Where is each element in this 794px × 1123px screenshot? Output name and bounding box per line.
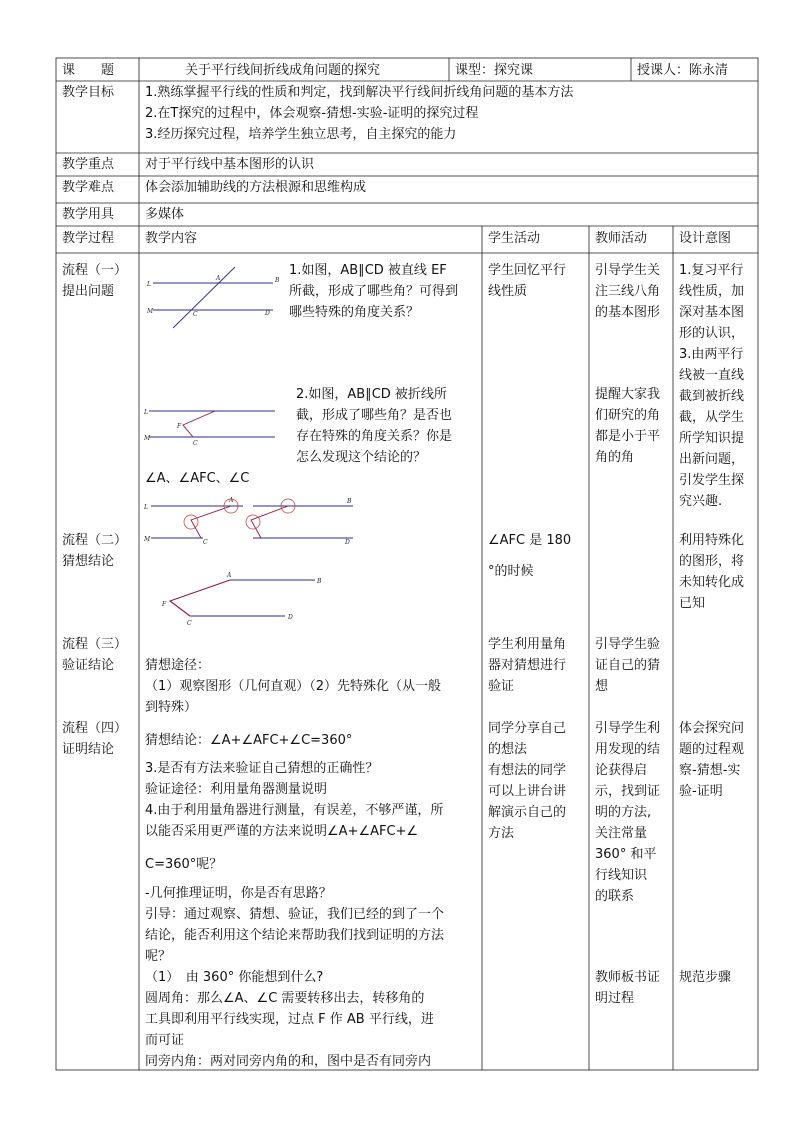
question-1: 哪些特殊的角度关系？ bbox=[289, 305, 420, 320]
teacher-activity: 论获得启 bbox=[595, 763, 648, 778]
label-a: A bbox=[216, 275, 221, 282]
design-intent: 深对基本图 bbox=[679, 305, 745, 320]
label-b: B bbox=[347, 498, 352, 505]
student-activity: 解演示自己的 bbox=[488, 805, 567, 820]
label-b: B bbox=[275, 277, 280, 284]
design-intent: 截到被折线 bbox=[679, 389, 745, 404]
question-1: 所截，形成了哪些角？可得到 bbox=[289, 284, 459, 299]
label-f: F bbox=[162, 601, 167, 608]
teacher-activity: 引导学生验 bbox=[595, 637, 661, 652]
objectives-label: 教学目标 bbox=[62, 85, 115, 100]
label-c: C bbox=[193, 311, 198, 318]
col-content: 教学内容 bbox=[145, 231, 198, 246]
circle-angle-text: 圆周角：那么∠A、∠C 需要转移出去，转移角的 bbox=[145, 991, 425, 1006]
label-c: C bbox=[187, 620, 192, 627]
question-2: 2.如图，AB∥CD 被折线所 bbox=[296, 387, 447, 402]
teacher-activity: 提醒大家我 bbox=[595, 387, 661, 402]
tools-text: 多媒体 bbox=[145, 207, 185, 222]
teacher-activity: 示，找到证 bbox=[595, 784, 661, 799]
col-process: 教学过程 bbox=[62, 231, 115, 246]
stage-label: 流程（二） bbox=[62, 533, 128, 548]
student-activity: °的时候 bbox=[488, 564, 534, 579]
angles-list: ∠A、∠AFC、∠C bbox=[145, 471, 250, 486]
key-point-text: 对于平行线中基本图形的认识 bbox=[145, 157, 315, 172]
teacher-activity: 明的方法, bbox=[595, 805, 652, 820]
stage-label: 验证结论 bbox=[62, 658, 115, 673]
teacher-activity: 们研究的角 bbox=[595, 408, 661, 423]
label-m: M bbox=[147, 308, 154, 315]
design-intent: 出新问题， bbox=[679, 452, 745, 467]
teacher-activity: 行线知识 bbox=[595, 868, 648, 883]
stage-label: 猜想结论 bbox=[62, 554, 115, 569]
student-activity: ∠AFC 是 180 bbox=[488, 533, 572, 548]
teacher-activity: 证自己的猜 bbox=[595, 658, 661, 673]
guess-path: 猜想途径： bbox=[145, 658, 211, 673]
design-intent: 1.复习平行 bbox=[679, 263, 744, 278]
design-intent: 线性质，加 bbox=[679, 284, 745, 299]
guess-path: （1）观察图形（几何直观）（2）先特殊化（从一般 bbox=[145, 679, 442, 694]
label-l: L bbox=[144, 504, 148, 511]
circle-angle-text: 而可证 bbox=[145, 1033, 185, 1048]
co-interior-text: 同旁内角：两对同旁内角的和，图中是否有同旁内 bbox=[145, 1054, 432, 1069]
label-l: L bbox=[147, 281, 151, 288]
label-f: F bbox=[177, 423, 182, 430]
label-d: D bbox=[265, 310, 270, 317]
topic-title: 关于平行线间折线成角问题的探究 bbox=[185, 63, 381, 78]
student-activity: 方法 bbox=[488, 826, 515, 841]
teacher-activity: 360° 和平 bbox=[595, 847, 657, 862]
verify-path: 验证途径：利用量角器测量说明 bbox=[145, 782, 328, 797]
student-activity: 学生利用量角 bbox=[488, 637, 567, 652]
guide-text: 呢？ bbox=[145, 949, 172, 964]
teacher-activity: 的联系 bbox=[595, 889, 635, 904]
design-intent: 的图形，将 bbox=[679, 554, 745, 569]
lesson-type: 课型：探究课 bbox=[455, 63, 534, 78]
question-2: 怎么发现这个结论的？ bbox=[296, 450, 427, 465]
design-intent: 察-猜想-实 bbox=[679, 763, 741, 778]
student-activity: 有想法的同学 bbox=[488, 763, 567, 778]
figure-parallel-transversal bbox=[143, 262, 283, 332]
stage-label: 流程（四） bbox=[62, 721, 128, 736]
label-b: B bbox=[317, 578, 322, 585]
label-m: M bbox=[144, 435, 151, 442]
question-3: 3.是否有方法来验证自己猜想的正确性？ bbox=[145, 761, 379, 776]
student-activity: 器对猜想进行 bbox=[488, 658, 567, 673]
question-2: 截，形成了哪些角？是否也 bbox=[296, 408, 453, 423]
design-intent: 引发学生探 bbox=[679, 473, 745, 488]
label-d: D bbox=[345, 539, 350, 546]
guide-text: 引导：通过观察、猜想、验证，我们已经的到了一个 bbox=[145, 907, 445, 922]
question-4: 以能否采用更严谨的方法来说明∠A+∠AFC+∠ bbox=[145, 824, 419, 839]
stage-label: 流程（一） bbox=[62, 263, 128, 278]
figure-large-broken-line bbox=[155, 568, 325, 628]
proof-question: -几何推理证明，你是否有思路？ bbox=[145, 886, 332, 901]
design-intent: 究兴趣. bbox=[679, 494, 723, 509]
design-intent: 验-证明 bbox=[679, 784, 723, 799]
col-design: 设计意图 bbox=[679, 231, 732, 246]
label-a: A bbox=[229, 497, 234, 504]
design-intent: 未知转化成 bbox=[679, 575, 745, 590]
stage-label: 流程（三） bbox=[62, 637, 128, 652]
student-activity: 的想法 bbox=[488, 742, 528, 757]
figure-angle-marks bbox=[143, 494, 363, 546]
design-intent: 体会探究问 bbox=[679, 721, 745, 736]
stage-label: 提出问题 bbox=[62, 284, 115, 299]
teacher-activity: 用发现的结 bbox=[595, 742, 661, 757]
teacher-activity: 角的角 bbox=[595, 450, 635, 465]
design-intent: 已知 bbox=[679, 596, 706, 611]
figure-broken-line bbox=[143, 395, 283, 450]
teacher-activity: 引导学生关 bbox=[595, 263, 661, 278]
objective-item: 3.经历探究过程，培养学生独立思考，自主探究的能力 bbox=[145, 127, 457, 142]
student-activity: 学生回忆平行 bbox=[488, 263, 567, 278]
teacher-name: 授课人：陈永清 bbox=[637, 63, 729, 78]
question-4: C=360°呢？ bbox=[145, 857, 223, 872]
guess-conclusion: 猜想结论：∠A+∠AFC+∠C=360° bbox=[145, 733, 353, 748]
difficulty-label: 教学难点 bbox=[62, 180, 115, 195]
question-2: 存在特殊的角度关系？你是 bbox=[296, 429, 453, 444]
label-a: A bbox=[227, 572, 232, 579]
topic-label: 课 题 bbox=[62, 63, 115, 78]
col-student: 学生活动 bbox=[488, 231, 541, 246]
stage-label: 证明结论 bbox=[62, 742, 115, 757]
design-intent: 题的过程观 bbox=[679, 742, 745, 757]
circle-angle-text: 工具即利用平行线实现，过点 F 作 AB 平行线，进 bbox=[145, 1012, 434, 1027]
label-c: C bbox=[193, 440, 198, 447]
guide-text: 结论，能否利用这个结论来帮助我们找到证明的方法 bbox=[145, 928, 445, 943]
design-intent: 3.由两平行 bbox=[679, 347, 744, 362]
student-activity: 同学分享自己 bbox=[488, 721, 567, 736]
tools-label: 教学用具 bbox=[62, 207, 115, 222]
key-point-label: 教学重点 bbox=[62, 157, 115, 172]
guess-path: 到特殊） bbox=[145, 700, 198, 715]
student-activity: 可以上讲台讲 bbox=[488, 784, 567, 799]
teacher-activity: 想 bbox=[595, 679, 609, 694]
label-m: M bbox=[144, 536, 151, 543]
design-intent: 规范步骤 bbox=[679, 970, 732, 985]
col-teacher: 教师活动 bbox=[595, 231, 648, 246]
teacher-activity: 引导学生利 bbox=[595, 721, 661, 736]
teacher-activity: 关注常量 bbox=[595, 826, 648, 841]
teacher-activity: 明过程 bbox=[595, 991, 635, 1006]
design-intent: 截，从学生 bbox=[679, 410, 745, 425]
teacher-activity: 都是小于平 bbox=[595, 429, 661, 444]
objective-item: 2.在T探究的过程中，体会观察-猜想-实验-证明的探究过程 bbox=[145, 106, 479, 121]
difficulty-text: 体会添加辅助线的方法根源和思维构成 bbox=[145, 180, 367, 195]
sub-question-1: （1） 由 360° 你能想到什么? bbox=[145, 970, 324, 985]
objective-item: 1.熟练掌握平行线的性质和判定，找到解决平行线间折线角问题的基本方法 bbox=[145, 85, 574, 100]
question-4: 4.由于利用量角器进行测量，有误差，不够严谨，所 bbox=[145, 803, 444, 818]
label-l: L bbox=[144, 409, 148, 416]
label-d: D bbox=[288, 614, 293, 621]
teacher-activity: 注三线八角 bbox=[595, 284, 661, 299]
design-intent: 所学知识提 bbox=[679, 431, 745, 446]
design-intent: 形的认识， bbox=[679, 326, 745, 341]
student-activity: 验证 bbox=[488, 679, 515, 694]
label-c: C bbox=[203, 539, 208, 546]
teacher-activity: 的基本图形 bbox=[595, 305, 661, 320]
design-intent: 线被一直线 bbox=[679, 368, 745, 383]
teacher-activity: 教师板书证 bbox=[595, 970, 661, 985]
design-intent: 利用特殊化 bbox=[679, 533, 745, 548]
question-1: 1.如图，AB∥CD 被直线 EF bbox=[289, 263, 447, 278]
student-activity: 线性质 bbox=[488, 284, 528, 299]
